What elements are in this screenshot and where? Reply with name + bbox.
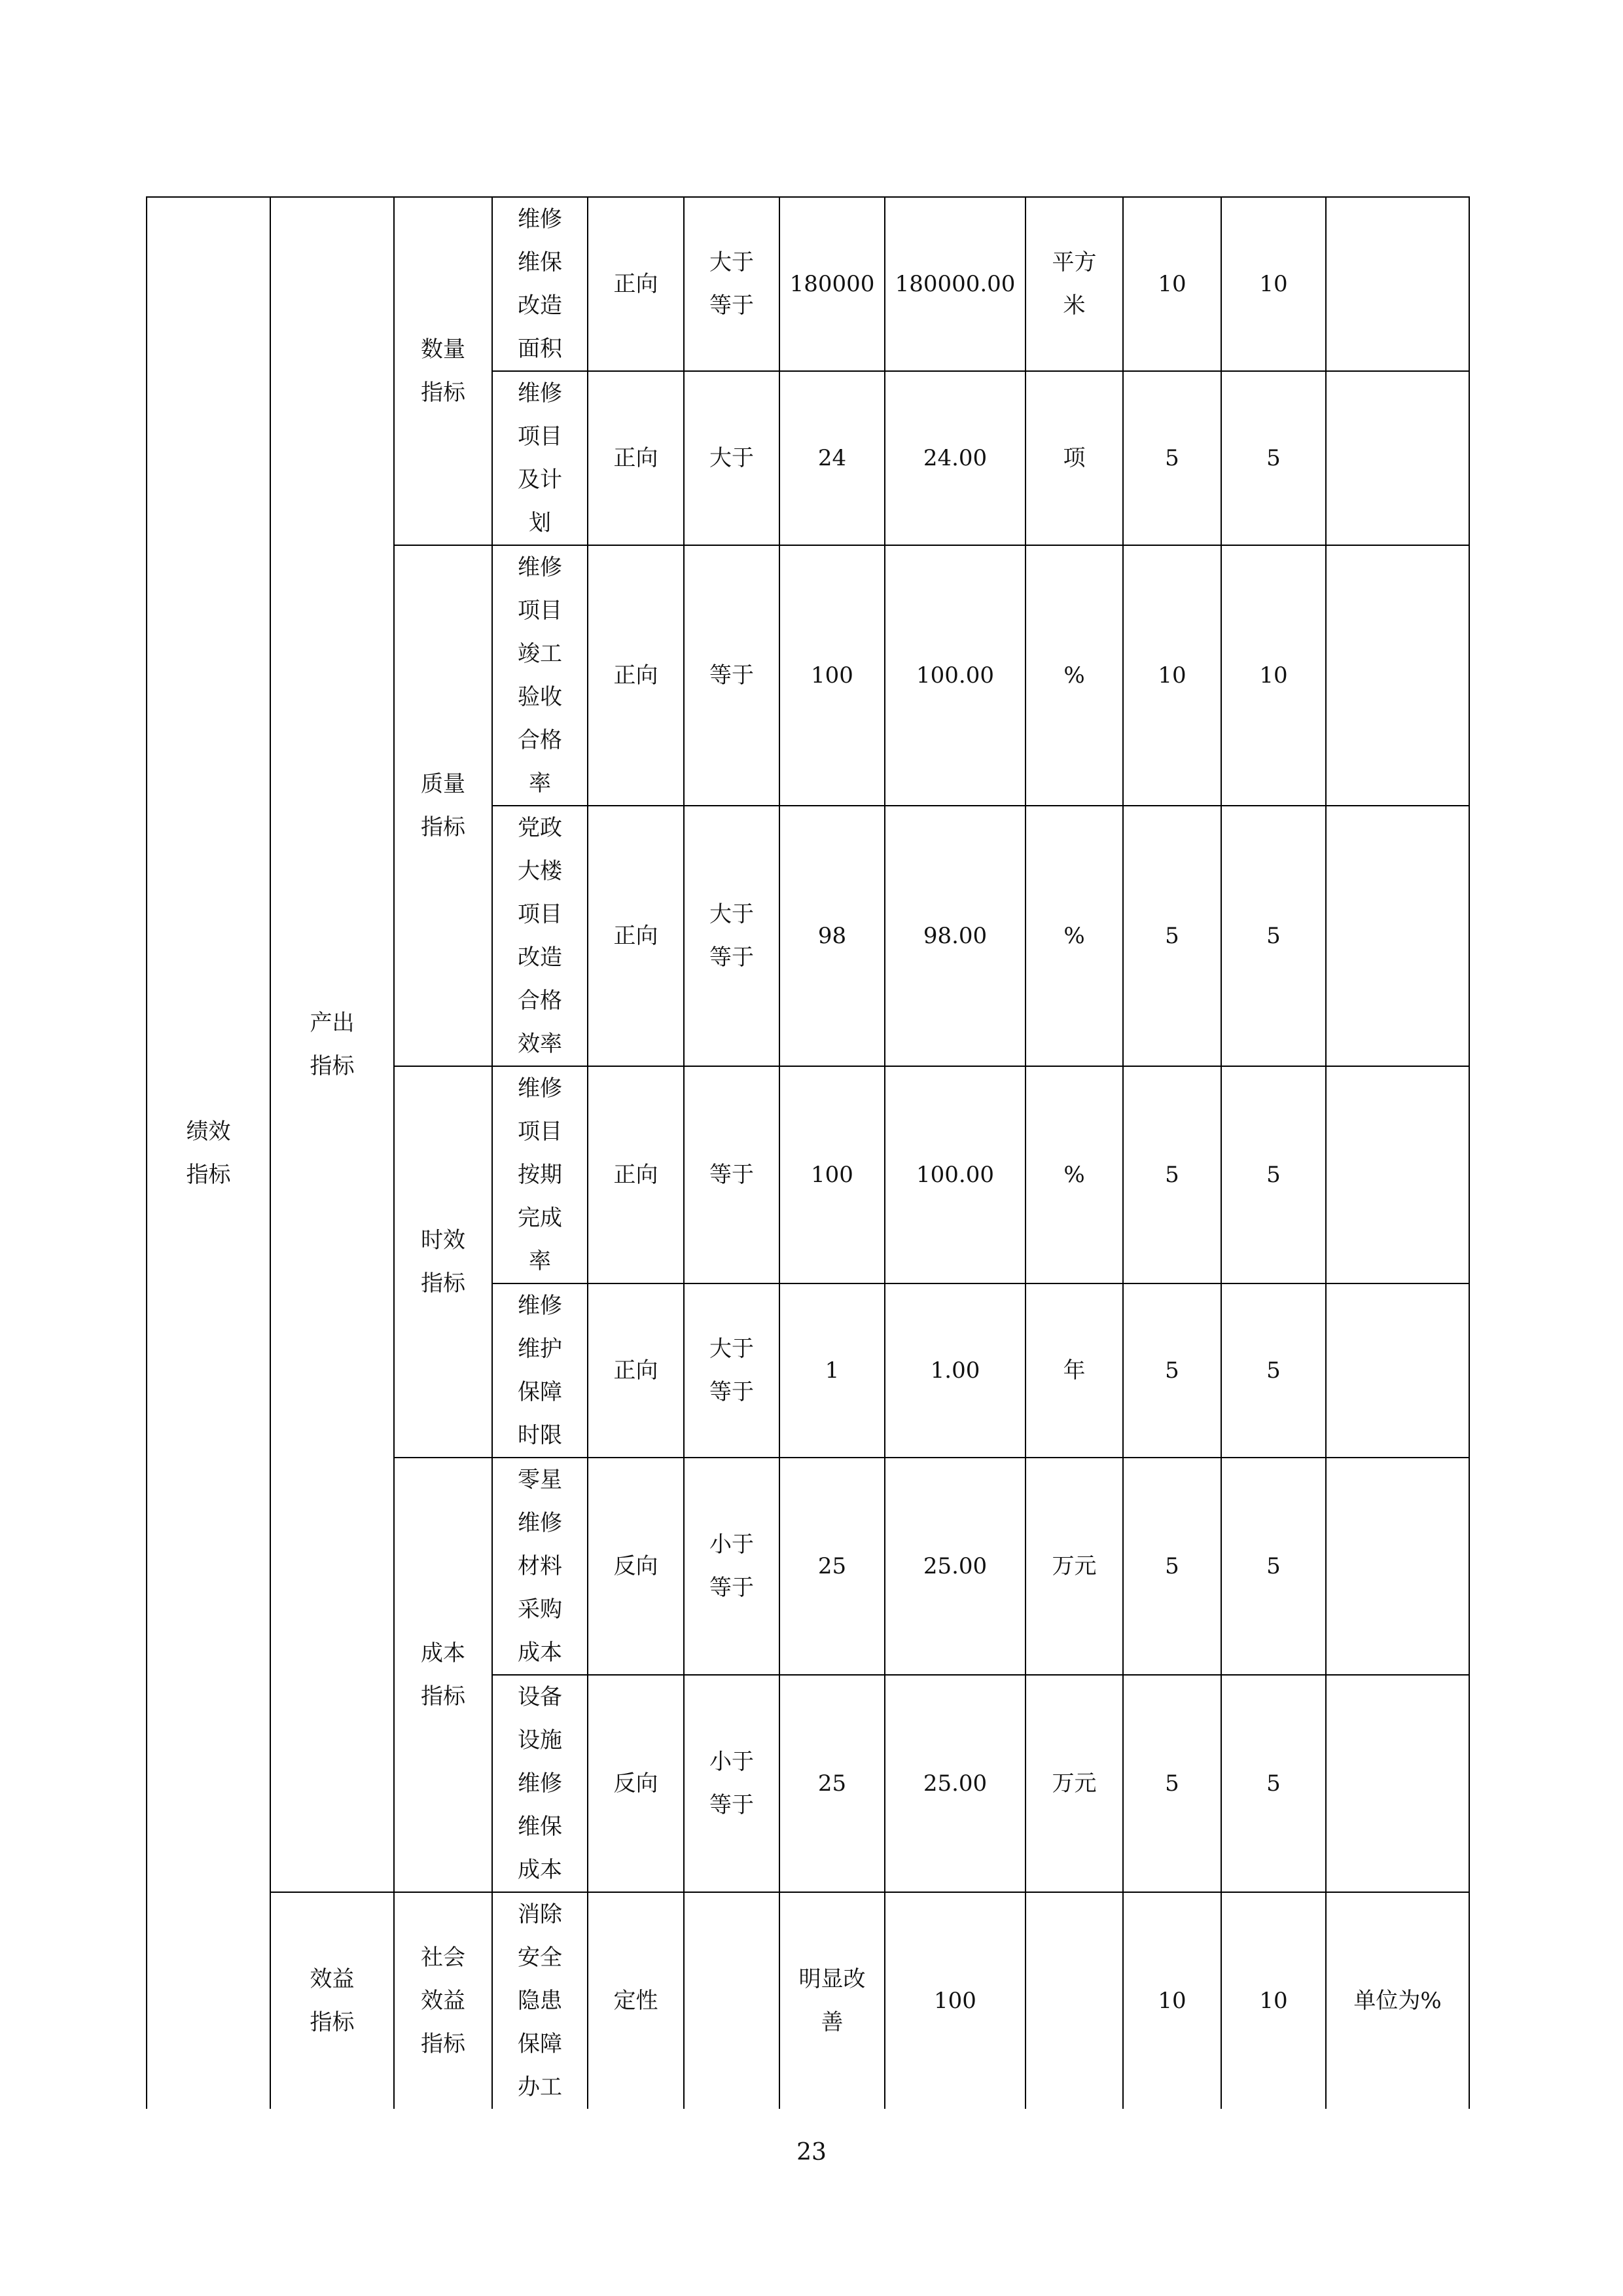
cat-quality-label: 质量指标: [421, 771, 465, 840]
unit: 年: [1063, 1357, 1086, 1384]
name-cell: [492, 1892, 588, 2109]
output-label: 产出指标: [310, 1010, 355, 1079]
cat-social-label: 社会效益指标: [421, 1945, 465, 2057]
target-cell: [779, 1892, 885, 2109]
op-cell: [684, 1066, 779, 1283]
weight-cell: 5: [1123, 806, 1221, 1066]
name-cell: [492, 371, 588, 545]
unit: %: [1063, 923, 1085, 949]
note-cell: [1326, 1458, 1469, 1675]
score-cell: 5: [1221, 806, 1326, 1066]
unit: %: [1063, 662, 1085, 689]
indicator-name: 维修维保改造面积: [518, 206, 562, 362]
name-cell: [492, 1066, 588, 1283]
target-cell: 24: [779, 371, 885, 545]
weight-cell: 10: [1123, 545, 1221, 806]
unit: 万元: [1052, 1770, 1097, 1797]
unit-cell: [1026, 1892, 1123, 2109]
score-cell: 10: [1221, 545, 1326, 806]
unit: 项: [1063, 445, 1086, 471]
benefit-label: 效益指标: [310, 1966, 355, 2036]
output-cell: [270, 197, 394, 1892]
dir-cell: 正向: [588, 806, 684, 1066]
cat-time-label: 时效指标: [421, 1227, 465, 1297]
note-cell: 单位为%: [1326, 1892, 1469, 2109]
dir-cell: 正向: [588, 545, 684, 806]
level1-label: 绩效指标: [186, 1119, 231, 1188]
operator: 大于: [709, 445, 754, 471]
level1-cell: [147, 197, 270, 2109]
name-cell: [492, 545, 588, 806]
unit-cell: [1026, 1675, 1123, 1892]
cat-quantity-label: 数量指标: [421, 336, 465, 406]
unit-cell: [1026, 806, 1123, 1066]
target-cell: 100: [779, 1066, 885, 1283]
op-cell: [684, 1458, 779, 1675]
dir-cell: 反向: [588, 1458, 684, 1675]
actual-cell: 100.00: [885, 1066, 1026, 1283]
op-cell: [684, 371, 779, 545]
score-cell: 5: [1221, 1458, 1326, 1675]
op-cell: [684, 545, 779, 806]
operator: 等于: [709, 662, 754, 689]
cat-cost-label: 成本指标: [421, 1640, 465, 1710]
actual-cell: 24.00: [885, 371, 1026, 545]
indicator-name: 维修维护保障时限: [518, 1293, 562, 1448]
score-cell: 10: [1221, 1892, 1326, 2109]
target-cell: 25: [779, 1458, 885, 1675]
unit-cell: [1026, 371, 1123, 545]
indicator-name: 设备设施维修维保成本: [518, 1684, 562, 1883]
indicator-name: 维修项目及计划: [518, 380, 562, 536]
unit-cell: [1026, 1066, 1123, 1283]
dir-cell: 定性: [588, 1892, 684, 2109]
name-cell: [492, 1283, 588, 1458]
target-cell: 25: [779, 1675, 885, 1892]
note-cell: [1326, 371, 1469, 545]
target-cell: 98: [779, 806, 885, 1066]
op-cell: [684, 1283, 779, 1458]
operator: 等于: [709, 1162, 754, 1188]
note-cell: [1326, 1283, 1469, 1458]
note-cell: [1326, 1066, 1469, 1283]
note-cell: [1326, 197, 1469, 371]
actual-cell: 25.00: [885, 1675, 1026, 1892]
weight-cell: 10: [1123, 197, 1221, 371]
target-cell: 1: [779, 1283, 885, 1458]
unit-cell: [1026, 1283, 1123, 1458]
dir-cell: 反向: [588, 1675, 684, 1892]
operator: 小于等于: [709, 1749, 754, 1818]
score-cell: 5: [1221, 1066, 1326, 1283]
actual-cell: 98.00: [885, 806, 1026, 1066]
actual-cell: 1.00: [885, 1283, 1026, 1458]
actual-cell: 180000.00: [885, 197, 1026, 371]
indicator-name: 零星维修材料采购成本: [518, 1467, 562, 1666]
weight-cell: 5: [1123, 1675, 1221, 1892]
weight-cell: 5: [1123, 371, 1221, 545]
indicator-name: 消除安全隐患保障办工: [518, 1901, 562, 2100]
performance-indicator-table: [146, 196, 1470, 2109]
unit: %: [1063, 1162, 1085, 1188]
actual-cell: 100.00: [885, 545, 1026, 806]
page-number: 23: [796, 2139, 827, 2166]
dir-cell: 正向: [588, 1066, 684, 1283]
cat-social-cell: [394, 1892, 492, 2109]
unit-cell: [1026, 545, 1123, 806]
op-cell: [684, 806, 779, 1066]
operator: 小于等于: [709, 1532, 754, 1601]
name-cell: [492, 1675, 588, 1892]
unit: 平方米: [1052, 249, 1097, 319]
weight-cell: 10: [1123, 1892, 1221, 2109]
cat-cost-cell: [394, 1458, 492, 1892]
op-cell: [684, 1892, 779, 2109]
operator: 大于等于: [709, 249, 754, 319]
dir-cell: 正向: [588, 1283, 684, 1458]
dir-cell: 正向: [588, 197, 684, 371]
actual-cell: 100: [885, 1892, 1026, 2109]
target-text: 明显改善: [798, 1966, 866, 2036]
operator: 大于等于: [709, 1336, 754, 1405]
dir-cell: 正向: [588, 371, 684, 545]
benefit-cell: [270, 1892, 394, 2109]
cat-quality-cell: [394, 545, 492, 1066]
weight-cell: 5: [1123, 1458, 1221, 1675]
score-cell: 5: [1221, 1283, 1326, 1458]
note-cell: [1326, 545, 1469, 806]
score-cell: 10: [1221, 197, 1326, 371]
unit-cell: [1026, 1458, 1123, 1675]
cat-quantity-cell: [394, 197, 492, 545]
unit-cell: [1026, 197, 1123, 371]
note-cell: [1326, 806, 1469, 1066]
actual-cell: 25.00: [885, 1458, 1026, 1675]
target-cell: 100: [779, 545, 885, 806]
name-cell: [492, 197, 588, 371]
op-cell: [684, 197, 779, 371]
weight-cell: 5: [1123, 1066, 1221, 1283]
score-cell: 5: [1221, 371, 1326, 545]
operator: 大于等于: [709, 901, 754, 971]
indicator-name: 党政大楼项目改造合格效率: [518, 815, 562, 1057]
score-cell: 5: [1221, 1675, 1326, 1892]
target-cell: 180000: [779, 197, 885, 371]
note-cell: [1326, 1675, 1469, 1892]
cat-time-cell: [394, 1066, 492, 1458]
weight-cell: 5: [1123, 1283, 1221, 1458]
indicator-name: 维修项目按期完成率: [518, 1075, 562, 1274]
name-cell: [492, 1458, 588, 1675]
unit: 万元: [1052, 1553, 1097, 1579]
name-cell: [492, 806, 588, 1066]
indicator-name: 维修项目竣工验收合格率: [518, 554, 562, 797]
op-cell: [684, 1675, 779, 1892]
